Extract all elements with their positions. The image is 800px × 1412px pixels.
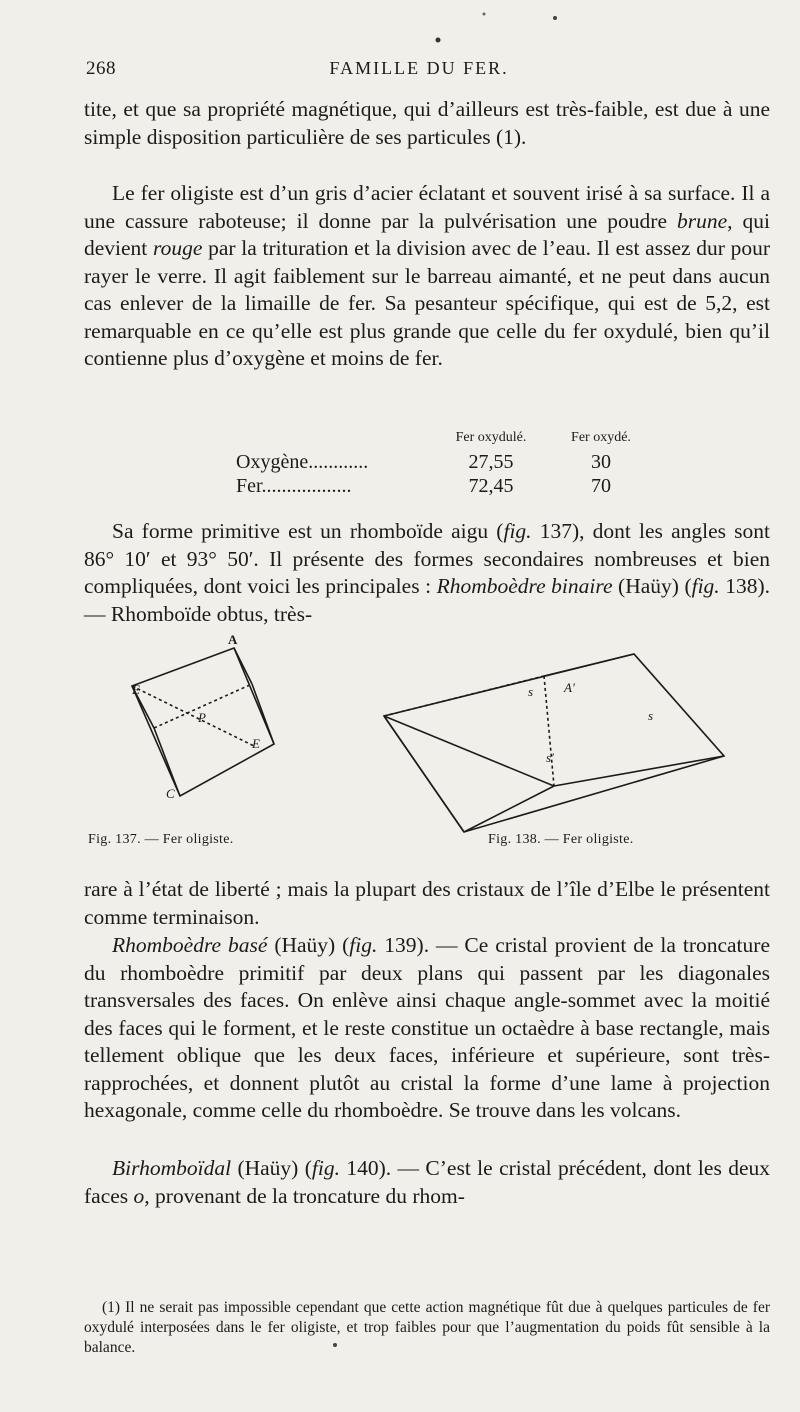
paragraph-text: 140). — C’est le cristal précédent, dont les deux faces (84, 1156, 770, 1208)
fig137-label-e: E (132, 682, 140, 697)
paragraph-text: Sa forme primitive est un rhomboïde aigu ( (112, 519, 504, 543)
table-cell: 70 (591, 475, 611, 497)
paragraph-text: 138). — Rhomboïde obtus, très- (84, 574, 771, 626)
table-header-fer-oxydule: Fer oxydulé. (455, 430, 527, 445)
fig-abbrev: fig. (503, 519, 532, 543)
paragraph-text: 139). — Ce cristal provient de la troncature du rhomboèdre primitif par deux plans qui passent par les diagonales transversales des faces. On enlève ainsi chaque angle-sommet avec la moitié des faces qui le forment, et le reste constitue un octaèdre à base rectangle, mais tellement oblique que les deux faces, inférieure et supérieure, sont très-rapprochées, et donnent plutôt au cristal la forme d’une lame à projection hexagonale, comme celle du rhomboèdre. Se trouve dans les volcans. (84, 933, 770, 1122)
paragraph-text: (Haüy) ( (274, 933, 350, 957)
table-row-label: Oxygène............ (236, 451, 369, 473)
fig138-label-s: s (528, 684, 534, 699)
fig137-label-p: P (198, 710, 206, 725)
page-number: 268 (86, 58, 116, 79)
table-cell: 27,55 (468, 451, 514, 473)
fig138-label-s3: s' (546, 750, 554, 765)
fig-abbrev: fig. (311, 1156, 340, 1180)
italic-term: o, (133, 1183, 150, 1208)
fig-abbrev: fig. (691, 574, 720, 598)
italic-term: Birhomboïdal (112, 1156, 232, 1180)
table-cell: 72,45 (468, 475, 514, 497)
paragraph-text: provenant de la troncature du rhom- (155, 1183, 465, 1208)
fig138-label-a: A' (564, 680, 575, 695)
italic-term: Rhomboèdre binaire (436, 574, 613, 598)
italic-term: brune (677, 208, 728, 233)
paragraph-text: 137), dont les angles sont 86° 10′ et 93° 50′. Il présente des formes secondaires nombreuses et bien compliquées, dont voici les principales : (84, 519, 770, 598)
table-cell: 30 (591, 451, 611, 473)
fig137-label-c: C (166, 786, 175, 801)
figure-caption: Fig. 137. — Fer oligiste. (88, 832, 234, 847)
italic-term: rouge (153, 236, 203, 260)
italic-term: Rhomboèdre basé (112, 933, 268, 957)
paragraph-text: tite, et que sa propriété magnétique, qui d’ailleurs est très-faible, est due à une simple disposition particulière de ses particules (1). (84, 97, 770, 149)
fig137-label-e2: E (252, 736, 260, 751)
paragraph-text: , qui devient (84, 208, 771, 260)
table-header-fer-oxyde: Fer oxydé. (571, 430, 631, 445)
paragraph-text: (Haüy) ( (237, 1156, 312, 1180)
fig137-label-a: A (228, 632, 238, 647)
paragraph-text: (Haüy) ( (618, 574, 692, 598)
paragraph-text: par la trituration et la division avec de l’eau. Il est assez dur pour rayer le verre. Il agit faiblement sur le barreau aimanté, et ne peut dans aucun cas enlever de la limaille de fer. Sa pesanteur spécifique, qui est de 5,2, est remarquable en ce qu’elle est plus grande que celle du fer oxydulé, bien qu’il contienne plus d’oxygène et moins de fer. (84, 236, 771, 370)
paragraph-text: Le fer oligiste est d’un gris d’acier éclatant et souvent irisé à sa surface. Il a une cassure raboteuse; il donne par la pulvérisation une poudre (84, 181, 770, 233)
figure-caption: Fig. 138. — Fer oligiste. (488, 832, 634, 847)
running-title: FAMILLE DU FER. (329, 58, 509, 78)
fig-abbrev: fig. (349, 933, 378, 957)
paragraph-text: rare à l’état de liberté ; mais la plupart des cristaux de l’île d’Elbe le présentent comme terminaison. (84, 877, 770, 929)
fig138-label-s2: s (648, 708, 654, 723)
footnote-text: (1) Il ne serait pas impossible cependant que cette action magnétique fût due à quelques particules de fer oxydulé interposées dans le fer oligiste, et trop faibles pour que l’augmentation du poids fût sensible à la balance. (84, 1299, 770, 1356)
table-row-label: Fer.................. (236, 475, 352, 497)
